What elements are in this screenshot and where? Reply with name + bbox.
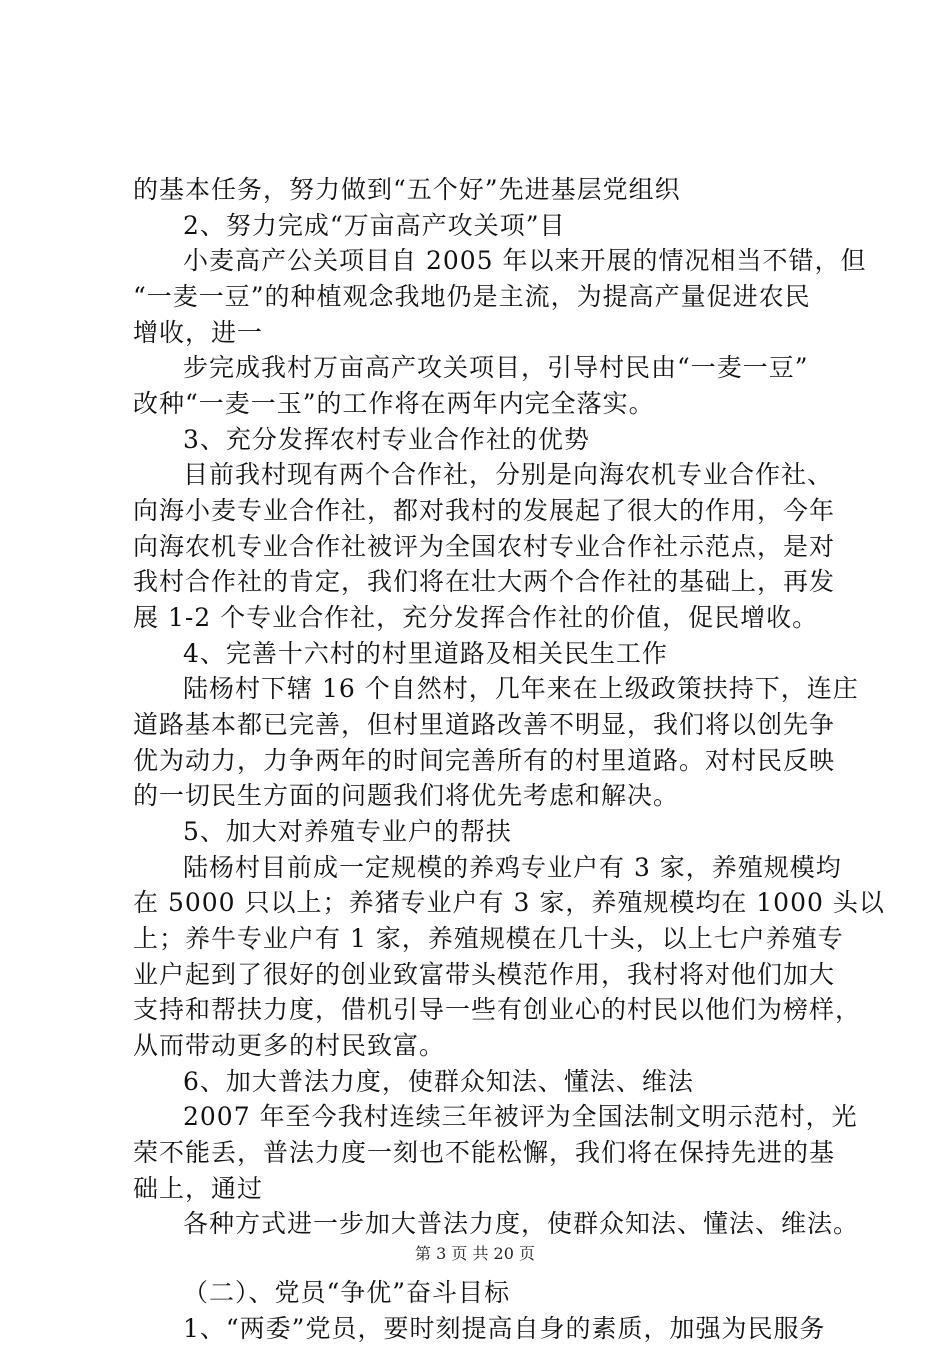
page-number-footer: 第 3 页 共 20 页 [415,1244,535,1263]
text-line: 道路基本都已完善，但村里道路改善不明显，我们将以创先争 [133,710,836,739]
section-heading: 3、充分发挥农村专业合作社的优势 [183,425,590,454]
text-line: 荣不能丢，普法力度一刻也不能松懈，我们将在保持先进的基 [133,1138,836,1167]
text-line: 从而带动更多的村民致富。 [133,1031,446,1060]
text-line: 步完成我村万亩高产攻关项目，引导村民由“一麦一豆” [183,353,809,382]
section-heading: 4、完善十六村的村里道路及相关民生工作 [183,639,668,668]
section-heading: 6、加大普法力度，使群众知法、懂法、维法 [183,1067,694,1096]
section-heading: 2、努力完成“万亩高产攻关项”目 [183,211,566,240]
text-line: 向海小麦专业合作社，都对我村的发展起了很大的作用，今年 [133,496,836,525]
text-line: 优为动力，力争两年的时间完善所有的村里道路。对村民反映 [133,746,836,775]
text-line: 陆杨村目前成一定规模的养鸡专业户有 3 家，养殖规模均 [183,853,842,882]
text-line: 小麦高产公关项目自 2005 年以来开展的情况相当不错，但 [183,246,867,275]
text-line: 的基本任务，努力做到“五个好”先进基层党组织 [133,175,681,204]
text-line: 目前我村现有两个合作社，分别是向海农机专业合作社、 [183,460,834,489]
text-line: 各种方式进一步加大普法力度，使群众知法、懂法、维法。 [183,1209,860,1238]
text-line: 2007 年至今我村连续三年被评为全国法制文明示范村，光 [183,1102,858,1131]
text-line: 的一切民生方面的问题我们将优先考虑和解决。 [133,781,680,810]
text-line: 向海农机专业合作社被评为全国农村专业合作社示范点，是对 [133,532,836,561]
text-line: 础上，通过 [133,1174,264,1203]
text-line: 改种“一麦一玉”的工作将在两年内完全落实。 [133,389,655,418]
text-line: 陆杨村下辖 16 个自然村，几年来在上级政策扶持下，连庄 [183,674,859,703]
section-heading: 5、加大对养殖专业户的帮扶 [183,817,512,846]
text-line: 支持和帮扶力度，借机引导一些有创业心的村民以他们为榜样， [133,995,862,1024]
text-line: 我村合作社的肯定，我们将在壮大两个合作社的基础上，再发 [133,567,836,596]
text-line: 在 5000 只以上；养猪专业户有 3 家，养殖规模均在 1000 头以 [133,888,885,917]
section-heading: （二）、党员“争优”奋斗目标 [183,1278,511,1307]
text-line: 1、“两委”党员，要时刻提高自身的素质，加强为民服务 [183,1314,826,1343]
text-line: 业户起到了很好的创业致富带头模范作用，我村将对他们加大 [133,960,836,989]
text-line: 增收，进一 [133,318,264,347]
text-line: 上；养牛专业户有 1 家，养殖规模在几十头，以上七户养殖专 [133,924,844,953]
text-line: 展 1-2 个专业合作社，充分发挥合作社的价值，促民增收。 [133,603,819,632]
text-line: “一麦一豆”的种植观念我地仍是主流，为提高产量促进农民 [133,282,811,311]
